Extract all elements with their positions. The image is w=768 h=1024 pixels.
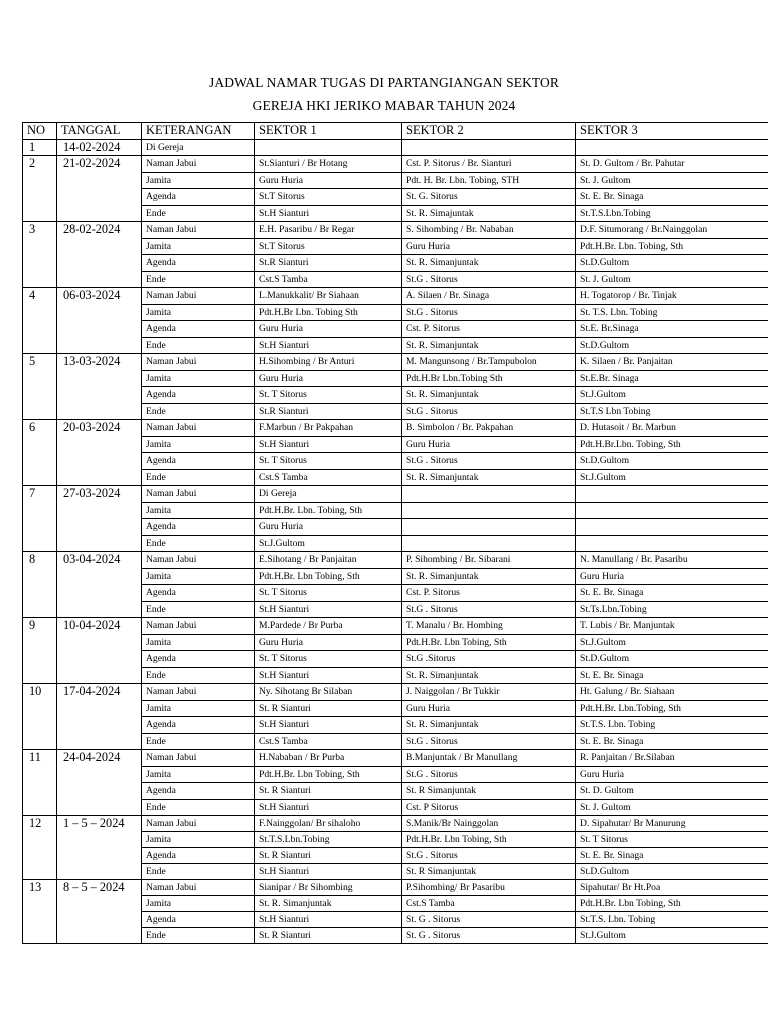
sektor-1-cell: St.Sianturi / Br Hotang — [255, 156, 402, 173]
table-row — [23, 552, 768, 569]
keterangan-cell: Ende — [142, 668, 255, 684]
sektor-1-cell: Pdt.H.Br. Lbn Tobing, Sth — [255, 767, 402, 783]
table-row — [23, 140, 768, 156]
sektor-1-cell: Guru Huria — [255, 519, 402, 536]
sektor-3-cell — [576, 503, 768, 519]
sektor-3-cell: Ht. Galung / Br. Siahaan — [576, 684, 768, 701]
sektor-2-cell: St. R. Simanjuntak — [402, 255, 576, 272]
sektor-3-cell: St. J. Gultom — [576, 800, 768, 816]
sektor-3-cell: St.D.Gultom — [576, 453, 768, 470]
row-number: 4 — [23, 288, 57, 354]
sektor-1-cell: L.Manukkalit/ Br Siahaan — [255, 288, 402, 305]
sektor-3-cell: St. T.S. Lbn. Tobing — [576, 305, 768, 321]
table-row — [23, 618, 768, 635]
keterangan-cell: Jamita — [142, 239, 255, 255]
sektor-1-cell: Guru Huria — [255, 321, 402, 338]
sektor-2-cell: St. G . Sitorus — [402, 928, 576, 944]
sektor-1-cell: St.T.S.Lbn.Tobing — [255, 832, 402, 848]
sektor-1-cell: H.Nababan / Br Purba — [255, 750, 402, 767]
keterangan-cell: Ende — [142, 602, 255, 618]
sektor-3-cell: N. Manullang / Br. Pasaribu — [576, 552, 768, 569]
sektor-1-cell: Cst.S Tamba — [255, 470, 402, 486]
row-number: 11 — [23, 750, 57, 816]
sektor-3-cell: St. D. Gultom / Br. Pahutar — [576, 156, 768, 173]
sektor-1-cell: St.H Sianturi — [255, 437, 402, 453]
keterangan-cell: Ende — [142, 800, 255, 816]
sektor-1-cell: St. T Sitorus — [255, 651, 402, 668]
sektor-3-cell: St.J.Gultom — [576, 928, 768, 944]
schedule-body — [23, 140, 768, 944]
sektor-2-cell: J. Naiggolan / Br Tukkir — [402, 684, 576, 701]
sektor-3-cell: K. Silaen / Br. Panjaitan — [576, 354, 768, 371]
sektor-3-cell — [576, 140, 768, 156]
row-number: 12 — [23, 816, 57, 880]
table-row — [23, 156, 768, 173]
sektor-3-cell: St.E.Br. Sinaga — [576, 371, 768, 387]
sektor-3-cell: St. J. Gultom — [576, 272, 768, 288]
sektor-3-cell: D. Sipahutar/ Br Manurung — [576, 816, 768, 832]
sektor-3-cell — [576, 486, 768, 503]
row-date: 1 – 5 – 2024 — [57, 816, 142, 880]
sektor-1-cell: E.H. Pasaribu / Br Regar — [255, 222, 402, 239]
keterangan-cell: Agenda — [142, 519, 255, 536]
sektor-3-cell: St.T.S Lbn Tobing — [576, 404, 768, 420]
sektor-2-cell: Cst. P. Sitorus / Br. Sianturi — [402, 156, 576, 173]
table-row — [23, 354, 768, 371]
keterangan-cell: Naman Jabui — [142, 750, 255, 767]
sektor-2-cell: St.G . Sitorus — [402, 404, 576, 420]
sektor-2-cell: M. Mangunsong / Br.Tampubolon — [402, 354, 576, 371]
sektor-3-cell: St. E. Br. Sinaga — [576, 734, 768, 750]
sektor-1-cell: Cst.S Tamba — [255, 734, 402, 750]
keterangan-cell: Jamita — [142, 503, 255, 519]
sektor-3-cell: Pdt.H.Br. Lbn. Tobing, Sth — [576, 239, 768, 255]
row-number: 3 — [23, 222, 57, 288]
sektor-1-cell: H.Sihombing / Br Anturi — [255, 354, 402, 371]
sektor-2-cell: St. R. Simanjuntak — [402, 387, 576, 404]
sektor-3-cell: Sipahutar/ Br Ht.Poa — [576, 880, 768, 896]
sektor-2-cell: St. R Simanjuntak — [402, 783, 576, 800]
sektor-1-cell: F.Nainggolan/ Br sihaloho — [255, 816, 402, 832]
keterangan-cell: Jamita — [142, 896, 255, 912]
row-date: 24-04-2024 — [57, 750, 142, 816]
sektor-2-cell: Guru Huria — [402, 239, 576, 255]
table-row — [23, 816, 768, 832]
title-line-2: GEREJA HKI JERIKO MABAR TAHUN 2024 — [252, 98, 516, 113]
row-number: 2 — [23, 156, 57, 222]
keterangan-cell: Agenda — [142, 321, 255, 338]
keterangan-cell: Naman Jabui — [142, 618, 255, 635]
header-sektor-3: SEKTOR 3 — [576, 123, 768, 140]
keterangan-cell: Agenda — [142, 848, 255, 864]
sektor-3-cell — [576, 536, 768, 552]
sektor-1-cell: St.H Sianturi — [255, 717, 402, 734]
sektor-1-cell: M.Pardede / Br Purba — [255, 618, 402, 635]
sektor-1-cell: St. R Sianturi — [255, 928, 402, 944]
sektor-3-cell: Pdt.H.Br. Lbn Tobing, Sth — [576, 896, 768, 912]
sektor-1-cell: St. R Sianturi — [255, 701, 402, 717]
sektor-3-cell: St.E. Br.Sinaga — [576, 321, 768, 338]
sektor-2-cell: Guru Huria — [402, 701, 576, 717]
keterangan-cell: Ende — [142, 928, 255, 944]
schedule-table — [22, 122, 768, 944]
sektor-1-cell: St.H Sianturi — [255, 864, 402, 880]
sektor-2-cell: St. G . Sitorus — [402, 912, 576, 928]
row-date: 8 – 5 – 2024 — [57, 880, 142, 944]
keterangan-cell: Agenda — [142, 783, 255, 800]
keterangan-cell: Jamita — [142, 832, 255, 848]
row-date: 10-04-2024 — [57, 618, 142, 684]
sektor-3-cell: D. Hutasoit / Br. Marbun — [576, 420, 768, 437]
sektor-1-cell: St. T Sitorus — [255, 585, 402, 602]
keterangan-cell: Jamita — [142, 635, 255, 651]
sektor-1-cell: St.H Sianturi — [255, 800, 402, 816]
sektor-3-cell: St. J. Gultom — [576, 173, 768, 189]
table-row — [23, 750, 768, 767]
keterangan-cell: Naman Jabui — [142, 486, 255, 503]
sektor-2-cell: B.Manjuntak / Br Manullang — [402, 750, 576, 767]
keterangan-cell: Agenda — [142, 189, 255, 206]
sektor-2-cell: S.Manik/Br Nainggolan — [402, 816, 576, 832]
sektor-1-cell — [255, 140, 402, 156]
sektor-3-cell: St.D.Gultom — [576, 255, 768, 272]
sektor-3-cell: St.J.Gultom — [576, 635, 768, 651]
sektor-3-cell: St. D. Gultom — [576, 783, 768, 800]
sektor-3-cell: H. Togatorop / Br. Tinjak — [576, 288, 768, 305]
sektor-1-cell: St.T Sitorus — [255, 189, 402, 206]
keterangan-cell: Ende — [142, 272, 255, 288]
keterangan-cell: Agenda — [142, 717, 255, 734]
row-date: 17-04-2024 — [57, 684, 142, 750]
sektor-3-cell: R. Panjaitan / Br.Silaban — [576, 750, 768, 767]
keterangan-cell: Agenda — [142, 255, 255, 272]
sektor-1-cell: St.R Sianturi — [255, 255, 402, 272]
sektor-3-cell: St.J.Gultom — [576, 470, 768, 486]
keterangan-cell: Naman Jabui — [142, 156, 255, 173]
sektor-2-cell: S. Sihombing / Br. Nababan — [402, 222, 576, 239]
table-row — [23, 684, 768, 701]
sektor-1-cell: Ny. Sihotang Br Silaban — [255, 684, 402, 701]
sektor-2-cell: St.G . Sitorus — [402, 453, 576, 470]
sektor-1-cell: F.Marbun / Br Pakpahan — [255, 420, 402, 437]
keterangan-cell: Naman Jabui — [142, 684, 255, 701]
keterangan-cell: Naman Jabui — [142, 552, 255, 569]
table-row — [23, 288, 768, 305]
sektor-2-cell: Cst. P. Sitorus — [402, 585, 576, 602]
header-no: NO — [23, 123, 57, 140]
sektor-1-cell: St. R. Simanjuntak — [255, 896, 402, 912]
sektor-2-cell: Cst. P. Sitorus — [402, 321, 576, 338]
keterangan-cell: Di Gereja — [142, 140, 255, 156]
row-number: 7 — [23, 486, 57, 552]
sektor-1-cell: St. T Sitorus — [255, 453, 402, 470]
row-number: 9 — [23, 618, 57, 684]
sektor-2-cell: Pdt.H.Br. Lbn Tobing, Sth — [402, 635, 576, 651]
sektor-3-cell: St.Ts.Lbn.Tobing — [576, 602, 768, 618]
sektor-1-cell: St.H Sianturi — [255, 602, 402, 618]
sektor-2-cell: P.Sihombing/ Br Pasaribu — [402, 880, 576, 896]
keterangan-cell: Ende — [142, 338, 255, 354]
sektor-2-cell: St. R. Simanjuntak — [402, 668, 576, 684]
sektor-2-cell: St. R Simanjuntak — [402, 864, 576, 880]
sektor-3-cell: Pdt.H.Br.Lbn. Tobing, Sth — [576, 437, 768, 453]
keterangan-cell: Jamita — [142, 569, 255, 585]
sektor-1-cell: Di Gereja — [255, 486, 402, 503]
keterangan-cell: Ende — [142, 734, 255, 750]
table-row — [23, 420, 768, 437]
keterangan-cell: Agenda — [142, 651, 255, 668]
table-row — [23, 486, 768, 503]
sektor-2-cell: St.G . Sitorus — [402, 305, 576, 321]
sektor-1-cell: St. R Sianturi — [255, 783, 402, 800]
row-number: 6 — [23, 420, 57, 486]
sektor-2-cell — [402, 503, 576, 519]
sektor-1-cell: St.H Sianturi — [255, 206, 402, 222]
sektor-2-cell: Cst.S Tamba — [402, 896, 576, 912]
sektor-1-cell: St.T Sitorus — [255, 239, 402, 255]
sektor-1-cell: St.H Sianturi — [255, 912, 402, 928]
sektor-2-cell: St. G. Sitorus — [402, 189, 576, 206]
title-line-1: JADWAL NAMAR TUGAS DI PARTANGIANGAN SEKTOR — [209, 75, 559, 90]
sektor-2-cell: St.G . Sitorus — [402, 848, 576, 864]
sektor-3-cell: St. E. Br. Sinaga — [576, 585, 768, 602]
sektor-2-cell: Pdt.H.Br Lbn.Tobing Sth — [402, 371, 576, 387]
sektor-3-cell: St.T.S.Lbn.Tobing — [576, 206, 768, 222]
keterangan-cell: Naman Jabui — [142, 288, 255, 305]
sektor-1-cell: St.H Sianturi — [255, 338, 402, 354]
row-date: 27-03-2024 — [57, 486, 142, 552]
sektor-2-cell: St. R. Simanjuntak — [402, 338, 576, 354]
table-row — [23, 880, 768, 896]
sektor-1-cell: St.J.Gultom — [255, 536, 402, 552]
keterangan-cell: Naman Jabui — [142, 880, 255, 896]
sektor-1-cell: Pdt.H.Br Lbn. Tobing Sth — [255, 305, 402, 321]
sektor-2-cell: St. R. Simanjuntak — [402, 470, 576, 486]
sektor-3-cell: St.D.Gultom — [576, 338, 768, 354]
sektor-2-cell — [402, 536, 576, 552]
keterangan-cell: Jamita — [142, 701, 255, 717]
row-date: 28-02-2024 — [57, 222, 142, 288]
header-sektor-2: SEKTOR 2 — [402, 123, 576, 140]
sektor-2-cell: St.G . Sitorus — [402, 734, 576, 750]
sektor-2-cell: St.G .Sitorus — [402, 651, 576, 668]
header-sektor-1: SEKTOR 1 — [255, 123, 402, 140]
sektor-3-cell: D.F. Situmorang / Br.Nainggolan — [576, 222, 768, 239]
sektor-3-cell: Guru Huria — [576, 569, 768, 585]
sektor-1-cell: Guru Huria — [255, 635, 402, 651]
sektor-3-cell: Pdt.H.Br. Lbn.Tobing, Sth — [576, 701, 768, 717]
row-date: 21-02-2024 — [57, 156, 142, 222]
keterangan-cell: Jamita — [142, 767, 255, 783]
keterangan-cell: Ende — [142, 536, 255, 552]
sektor-2-cell: St.G . Sitorus — [402, 767, 576, 783]
sektor-2-cell: Guru Huria — [402, 437, 576, 453]
sektor-3-cell: St. E. Br. Sinaga — [576, 189, 768, 206]
sektor-1-cell: Guru Huria — [255, 371, 402, 387]
keterangan-cell: Jamita — [142, 173, 255, 189]
sektor-3-cell: St. T Sitorus — [576, 832, 768, 848]
sektor-2-cell: P. Sihombing / Br. Sibarani — [402, 552, 576, 569]
row-number: 10 — [23, 684, 57, 750]
sektor-3-cell: St.T.S. Lbn. Tobing — [576, 717, 768, 734]
sektor-2-cell — [402, 519, 576, 536]
sektor-2-cell: Cst. P Sitorus — [402, 800, 576, 816]
table-row — [23, 222, 768, 239]
sektor-3-cell: Guru Huria — [576, 767, 768, 783]
sektor-1-cell: E.Sihotang / Br Panjaitan — [255, 552, 402, 569]
sektor-1-cell: Guru Huria — [255, 173, 402, 189]
row-date: 13-03-2024 — [57, 354, 142, 420]
row-date: 20-03-2024 — [57, 420, 142, 486]
sektor-1-cell: Pdt.H.Br. Lbn Tobing, Sth — [255, 569, 402, 585]
sektor-2-cell: Pdt. H. Br. Lbn. Tobing, STH — [402, 173, 576, 189]
sektor-2-cell: St. R. Simajuntak — [402, 206, 576, 222]
row-number: 1 — [23, 140, 57, 156]
header-row — [23, 123, 768, 140]
row-number: 13 — [23, 880, 57, 944]
keterangan-cell: Agenda — [142, 387, 255, 404]
keterangan-cell: Naman Jabui — [142, 816, 255, 832]
sektor-1-cell: St.H Sianturi — [255, 668, 402, 684]
sektor-2-cell: St.G . Sitorus — [402, 272, 576, 288]
sektor-3-cell — [576, 519, 768, 536]
sektor-3-cell: T. Lubis / Br. Manjuntak — [576, 618, 768, 635]
keterangan-cell: Agenda — [142, 912, 255, 928]
row-number: 8 — [23, 552, 57, 618]
keterangan-cell: Jamita — [142, 305, 255, 321]
sektor-3-cell: St. E. Br. Sinaga — [576, 668, 768, 684]
sektor-3-cell: St.D.Gultom — [576, 864, 768, 880]
keterangan-cell: Agenda — [142, 585, 255, 602]
keterangan-cell: Ende — [142, 470, 255, 486]
header-keterangan: KETERANGAN — [142, 123, 255, 140]
sektor-3-cell: St.D.Gultom — [576, 651, 768, 668]
keterangan-cell: Jamita — [142, 371, 255, 387]
sektor-2-cell — [402, 140, 576, 156]
row-date: 14-02-2024 — [57, 140, 142, 156]
keterangan-cell: Jamita — [142, 437, 255, 453]
sektor-2-cell: Pdt.H.Br. Lbn Tobing, Sth — [402, 832, 576, 848]
sektor-2-cell: St. R. Simanjuntak — [402, 717, 576, 734]
keterangan-cell: Naman Jabui — [142, 354, 255, 371]
sektor-3-cell: St. E. Br. Sinaga — [576, 848, 768, 864]
keterangan-cell: Ende — [142, 404, 255, 420]
sektor-2-cell: B. Simbolon / Br. Pakpahan — [402, 420, 576, 437]
keterangan-cell: Ende — [142, 864, 255, 880]
sektor-1-cell: Pdt.H.Br. Lbn. Tobing, Sth — [255, 503, 402, 519]
sektor-2-cell: A. Silaen / Br. Sinaga — [402, 288, 576, 305]
sektor-1-cell: St. R Sianturi — [255, 848, 402, 864]
keterangan-cell: Naman Jabui — [142, 420, 255, 437]
keterangan-cell: Agenda — [142, 453, 255, 470]
sektor-1-cell: St.R Sianturi — [255, 404, 402, 420]
sektor-3-cell: St.J.Gultom — [576, 387, 768, 404]
row-date: 03-04-2024 — [57, 552, 142, 618]
row-number: 5 — [23, 354, 57, 420]
sektor-2-cell — [402, 486, 576, 503]
sektor-1-cell: Cst.S Tamba — [255, 272, 402, 288]
row-date: 06-03-2024 — [57, 288, 142, 354]
sektor-1-cell: Sianipar / Br Sihombing — [255, 880, 402, 896]
sektor-2-cell: St.G . Sitorus — [402, 602, 576, 618]
sektor-2-cell: St. R. Simanjuntak — [402, 569, 576, 585]
header-tanggal: TANGGAL — [57, 123, 142, 140]
keterangan-cell: Naman Jabui — [142, 222, 255, 239]
keterangan-cell: Ende — [142, 206, 255, 222]
sektor-1-cell: St. T Sitorus — [255, 387, 402, 404]
sektor-3-cell: St.T.S. Lbn. Tobing — [576, 912, 768, 928]
sektor-2-cell: T. Manalu / Br. Hombing — [402, 618, 576, 635]
